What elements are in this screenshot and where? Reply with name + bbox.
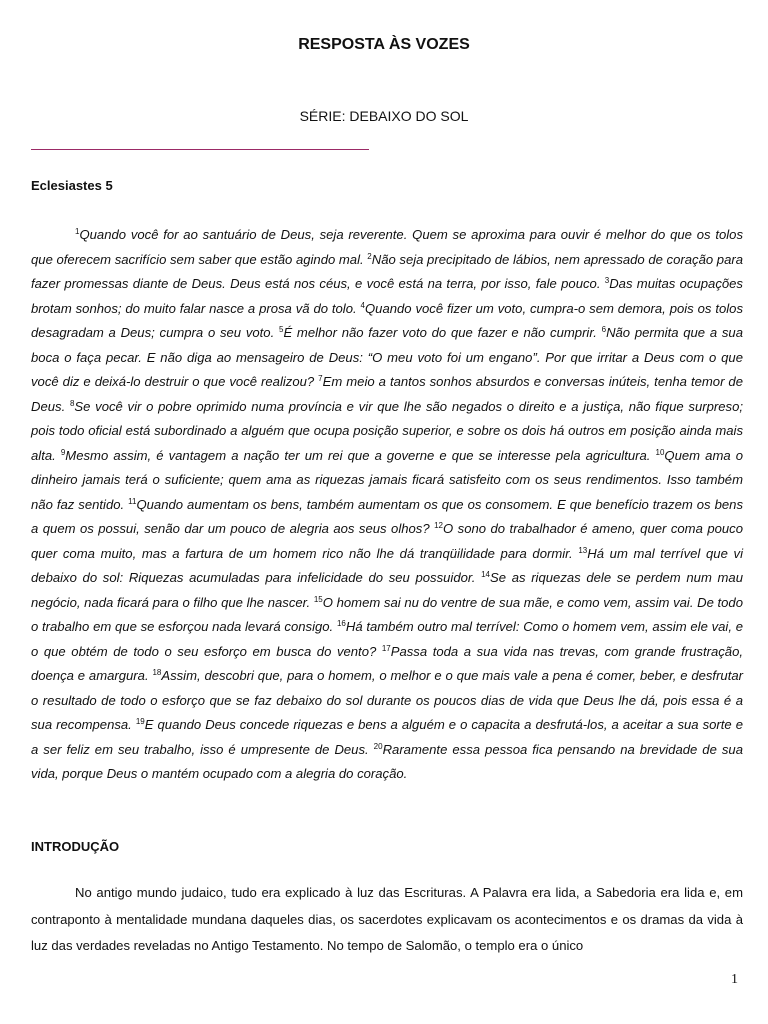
verse-text: E quando Deus concede riquezas e bens a alguém e o capacita a desfrutá-los, a aceitar a sua sorte e a ser feliz em seu trabalho, isso é umpresente de Deus. <box>31 717 743 757</box>
verse-text: Há um mal terrível que vi debaixo do sol: Riquezas acumuladas para infelicidade do seu possuidor. <box>31 545 743 585</box>
verse-text: Raramente essa pessoa fica pensando na brevidade de sua vida, porque Deus o mantém ocupado com a alegria do coração. <box>31 741 743 781</box>
verse-text: Há também outro mal terrível: Como o homem vem, assim ele vai, e o que obtém de todo o seu esforço em busca do vento? <box>31 619 743 659</box>
verse-number: 12 <box>434 521 444 530</box>
verse-text: Quando você for ao santuário de Deus, seja reverente. Quem se aproxima para ouvir é melhor do que os tolos que oferecem sacrifício sem saber que estão agindo mal. <box>31 227 743 267</box>
verse-text: Quando aumentam os bens, também aumentam os que os consomem. E que benefício trazem os bens a quem os possui, senão dar um pouco de alegria aos seus olhos? <box>31 496 743 536</box>
verse-number: 14 <box>481 570 490 579</box>
verse-text: Das muitas ocupações brotam sonhos; do muito falar nasce a prosa vã do tolo. <box>31 276 743 316</box>
verse-text: Quando você fizer um voto, cumpra-o sem demora, pois os tolos desagradam a Deus; cumpra o seu voto. <box>31 300 743 340</box>
verse-number: 15 <box>313 594 323 604</box>
verse-text: Não permita que a sua boca o faça pecar. E não diga ao mensageiro de Deus: “O meu voto foi um engano”. Por que irritar a Deus com o que você diz e deixá-lo destruir o que você realizou? <box>31 325 743 389</box>
verse-text: Se você vir o pobre oprimido numa província e vir que lhe são negados o direito e a justiça, não fique surpreso; pois todo oficial está subordinado a alguém que ocupa posição superior, e sobre os dois há outros em posição ainda mais alta. <box>31 398 744 463</box>
section-heading: INTRODUÇÃO <box>31 839 120 854</box>
page-number: 1 <box>731 972 738 987</box>
intro-paragraph: No antigo mundo judaico, tudo era explicado à luz das Escrituras. A Palavra era lida, a Sabedoria era lida e, em contraponto à mentalidade mundana daqueles dias, os sacerdotes explicavam os acontecimentos e os dramas da vida à luz das verdades reveladas no Antigo Testamento. No tempo de Salomão, o templo era o único <box>31 885 743 953</box>
verse-text: Se as riquezas dele se perdem num mau negócio, nada ficará para o filho que lhe nascer. <box>31 570 743 610</box>
verse-number: 17 <box>381 643 391 653</box>
verse-number: 20 <box>373 741 383 751</box>
series-subtitle: SÉRIE: DEBAIXO DO SOL <box>299 108 469 124</box>
verse-number: 18 <box>152 668 162 677</box>
verse-text: Não seja precipitado de lábios, nem apressado de coração para fazer promessas diante de Deus. Deus está nos céus, e você está na terra, por isso, fale pouco. <box>31 251 743 291</box>
verse-number: 1 <box>75 227 80 236</box>
verse-number: 6 <box>601 325 607 334</box>
verse-number: 7 <box>318 374 323 383</box>
verse-text: O homem sai nu do ventre de sua mãe, e como vem, assim vai. De todo o trabalho em que se esforçou nada levará consigo. <box>31 594 743 634</box>
verse-text: Em meio a tantos sonhos absurdos e conversas inúteis, tenha temor de Deus. <box>31 374 743 414</box>
verse-number: 11 <box>128 496 137 506</box>
scripture-passage <box>31 223 743 787</box>
verse-number: 8 <box>69 398 75 408</box>
verse-number: 13 <box>578 545 588 555</box>
verse-text: Passa toda a sua vida nas trevas, com grande frustração, doença e amargura. <box>31 643 743 683</box>
verse-number: 10 <box>655 447 665 457</box>
document-title: RESPOSTA ÀS VOZES <box>298 36 470 53</box>
verse-number: 2 <box>367 251 372 261</box>
verse-text: Mesmo assim, é vantagem a nação ter um rei que a governe e que se interesse pela agricultura. <box>65 447 656 463</box>
verse-number: 16 <box>336 619 346 628</box>
book-reference: Eclesiastes 5 <box>31 178 113 193</box>
verse-text: O sono do trabalhador é ameno, quer coma pouco quer coma muito, mas a fartura de um homem rico não lhe dá tranqüilidade para dormir. <box>31 521 743 561</box>
divider-rule <box>31 149 369 150</box>
verse-number: 9 <box>60 447 66 457</box>
verse-text: Quem ama o dinheiro jamais terá o suficiente; quem ama as riquezas jamais ficará satisfeito com os seus rendimentos. Isso também não faz sentido. <box>31 447 744 512</box>
verse-number: 3 <box>604 276 610 285</box>
verse-number: 19 <box>135 717 145 726</box>
verse-text: É melhor não fazer voto do que fazer e não cumprir. <box>283 325 602 340</box>
verse-text: Assim, descobri que, para o homem, o melhor e o que mais vale a pena é comer, beber, e desfrutar o resultado de todo o esforço que se faz debaixo do sol durante os poucos dias de vida que Deus lhe dá, pois essa é a sua recompensa. <box>31 668 743 732</box>
verse-number: 5 <box>278 325 284 334</box>
verse-number: 4 <box>360 300 365 310</box>
